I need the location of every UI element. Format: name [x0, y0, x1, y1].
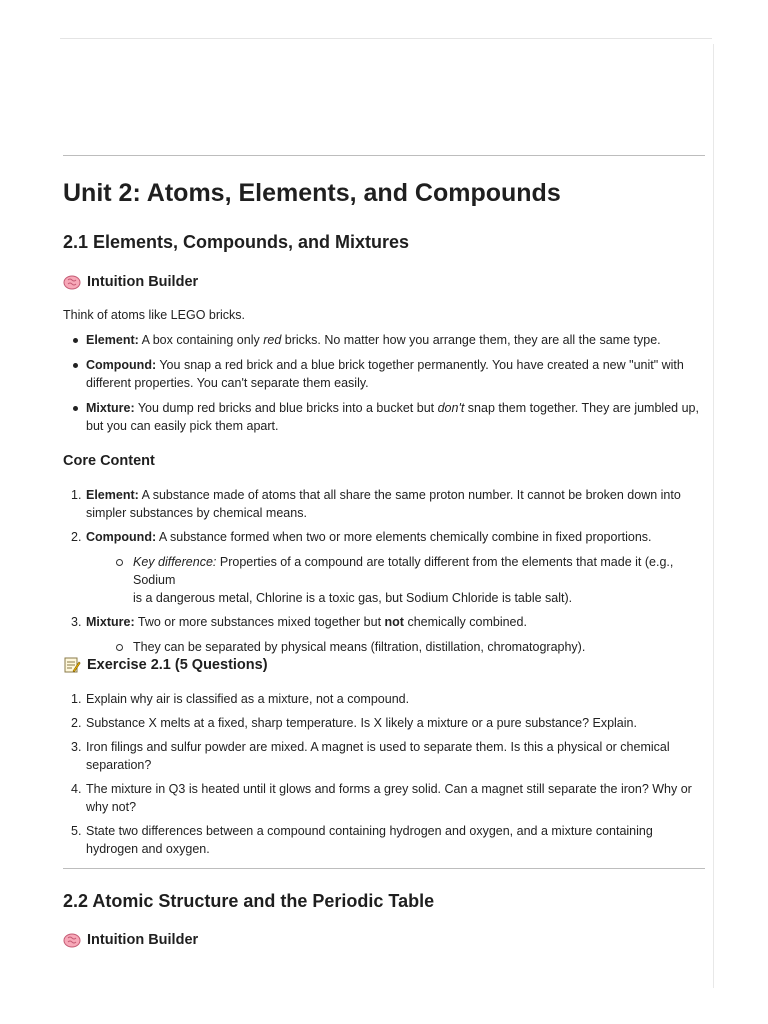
text: bricks. No matter how you arrange them, they are all the same type.: [281, 333, 661, 347]
section-title-2-1: 2.1 Elements, Compounds, and Mixtures: [63, 232, 410, 252]
term: Mixture:: [86, 615, 135, 629]
memo-icon: [63, 657, 81, 673]
text: A substance formed when two or more elements chemically combine in fixed proportions.: [156, 530, 652, 544]
item-number: 1.: [71, 692, 82, 706]
core-content-list: [63, 486, 708, 656]
list-item: [63, 331, 708, 349]
item-number: 3.: [71, 615, 82, 629]
text: You dump red bricks and blue bricks into a bucket but: [134, 401, 438, 415]
text: Two or more substances mixed together but: [134, 615, 385, 629]
question-text: why not?: [86, 800, 137, 814]
intuition-heading-text: Intuition Builder: [87, 274, 199, 290]
intuition-heading-text: Intuition Builder: [87, 932, 199, 948]
list-item: [63, 356, 708, 392]
exercise-heading: [63, 655, 268, 675]
item-number: 2.: [71, 530, 82, 544]
intuition-list: [63, 331, 708, 435]
core-content-heading: Core Content: [63, 453, 155, 469]
text: chemically combined.: [403, 615, 527, 629]
list-item: [63, 714, 708, 732]
section-title-2-2: 2.2 Atomic Structure and the Periodic Table: [63, 891, 435, 911]
item-number: 1.: [71, 488, 82, 502]
question-text: Substance X melts at a fixed, sharp temperature. Is X likely a mixture or a pure substance? Explain.: [86, 716, 637, 730]
item-number: 3.: [71, 740, 82, 754]
brain-icon: [63, 932, 81, 948]
question-text: Explain why air is classified as a mixture, not a compound.: [86, 692, 410, 706]
strong-text: not: [384, 615, 404, 629]
question-text: hydrogen and oxygen.: [86, 842, 210, 856]
list-item: [63, 690, 708, 708]
right-border: [713, 44, 714, 988]
sub-list-item: [86, 638, 708, 656]
text: is a dangerous metal, Chlorine is a toxic gas, but Sodium Chloride is table salt).: [133, 591, 573, 605]
sub-list-item: [86, 553, 708, 607]
text: You snap a red brick and a blue brick together permanently. You have created a new "unit" with: [156, 358, 684, 372]
text: A box containing only: [138, 333, 264, 347]
unit-title: Unit 2: Atoms, Elements, and Compounds: [63, 179, 561, 207]
text: They can be separated by physical means (filtration, distillation, chromatography).: [133, 640, 586, 654]
emphasis: Key difference:: [133, 555, 217, 569]
intuition-heading-2-2: [63, 930, 198, 950]
term: Mixture:: [86, 401, 135, 415]
top-divider: [60, 38, 712, 39]
term: Element:: [86, 333, 139, 347]
sub-list: [86, 638, 708, 656]
emphasis: red: [263, 333, 282, 347]
section-divider: [63, 868, 705, 869]
sub-list: [86, 553, 708, 607]
list-item: [63, 613, 708, 656]
intuition-intro: Think of atoms like LEGO bricks.: [63, 308, 246, 322]
list-item: [63, 822, 708, 858]
item-number: 4.: [71, 782, 82, 796]
text: but you can easily pick them apart.: [86, 419, 279, 433]
item-number: 2.: [71, 716, 82, 730]
exercise-heading-text: Exercise 2.1 (5 Questions): [87, 657, 268, 673]
text: simpler substances by chemical means.: [86, 506, 307, 520]
term: Compound:: [86, 530, 157, 544]
list-item: [63, 486, 708, 522]
question-text: State two differences between a compound containing hydrogen and oxygen, and a mixture containing: [86, 824, 653, 838]
text: Properties of a compound are totally different from the elements that made it (e.g., Sodium: [133, 555, 674, 587]
item-number: 5.: [71, 824, 82, 838]
text: A substance made of atoms that all share the same proton number. It cannot be broken down into: [138, 488, 681, 502]
list-item: [63, 399, 708, 435]
text: different properties. You can't separate them easily.: [86, 376, 369, 390]
section-divider: [63, 155, 705, 156]
question-text: separation?: [86, 758, 152, 772]
question-text: The mixture in Q3 is heated until it glows and forms a grey solid. Can a magnet still separate the iron? Why or: [86, 782, 692, 796]
brain-icon: [63, 274, 81, 290]
intuition-heading: [63, 272, 198, 292]
exercise-list: [63, 690, 708, 858]
emphasis: don't: [437, 401, 465, 415]
text: snap them together. They are jumbled up,: [464, 401, 699, 415]
list-item: [63, 528, 708, 607]
term: Compound:: [86, 358, 157, 372]
term: Element:: [86, 488, 139, 502]
question-text: Iron filings and sulfur powder are mixed. A magnet is used to separate them. Is this a physical or chemical: [86, 740, 670, 754]
list-item: [63, 738, 708, 774]
list-item: [63, 780, 708, 816]
